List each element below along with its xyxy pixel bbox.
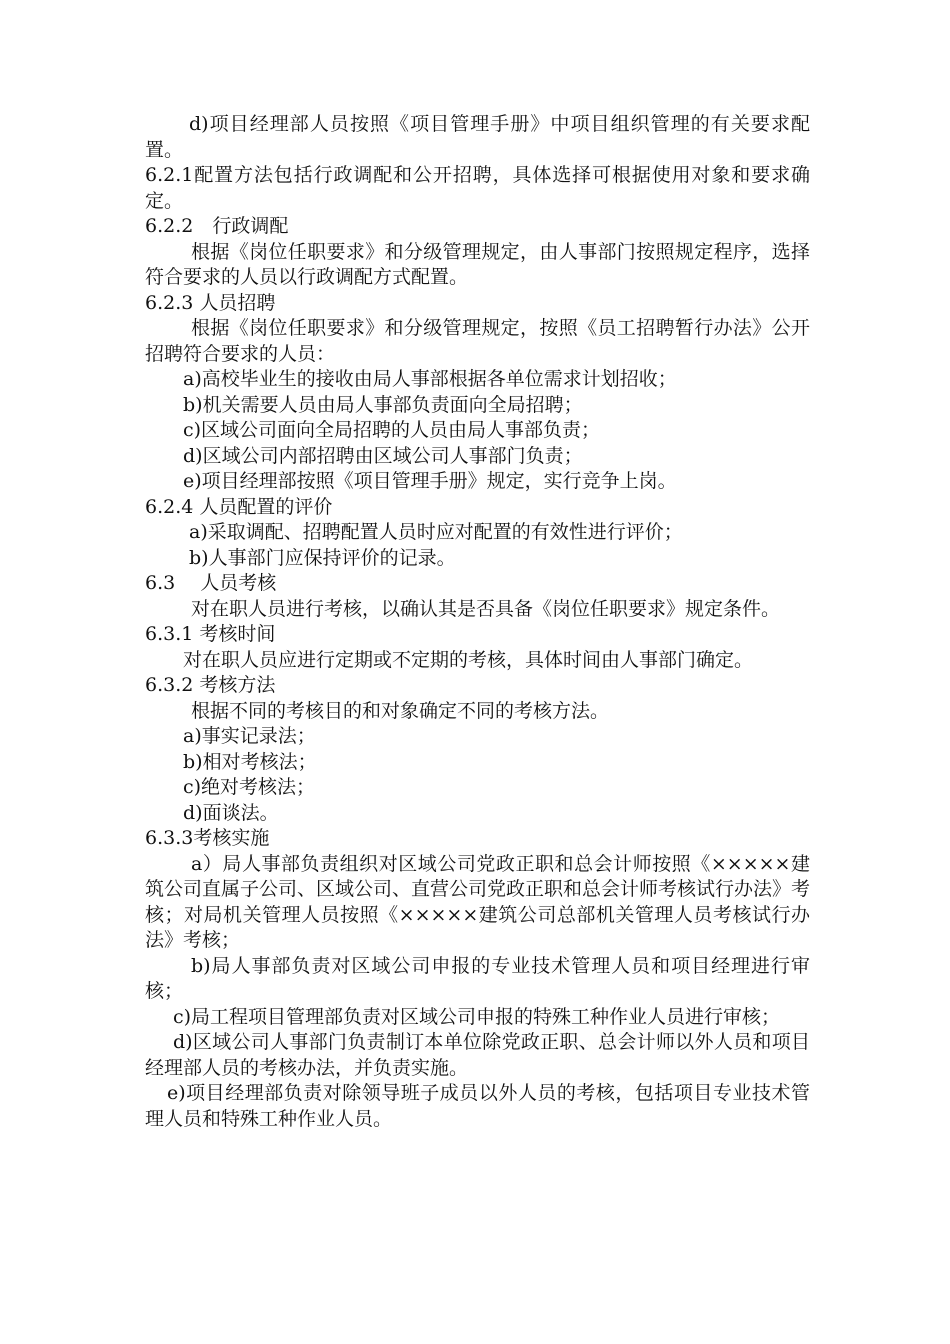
- section-heading: 6.3 人员考核: [145, 572, 277, 594]
- paragraph: d)面谈法。: [183, 801, 279, 824]
- paragraph: b)机关需要人员由局人事部负责面向全局招聘；: [183, 393, 583, 416]
- document-body: [145, 112, 810, 1132]
- paragraph: 根据《岗位任职要求》和分级管理规定，由人事部门按照规定程序，选择符合要求的人员以行政调配方式配置。: [145, 240, 810, 288]
- section-heading: 6.3.1 考核时间: [145, 623, 276, 645]
- paragraph: d)项目经理部人员按照《项目管理手册》中项目组织管理的有关要求配置。: [145, 113, 810, 161]
- section-heading: 6.3.3考核实施: [145, 827, 270, 849]
- paragraph: c)局工程项目管理部负责对区域公司申报的特殊工种作业人员进行审核；: [173, 1005, 781, 1028]
- paragraph: b)人事部门应保持评价的记录。: [189, 546, 456, 569]
- paragraph: c)区域公司面向全局招聘的人员由局人事部负责；: [183, 419, 601, 441]
- section-heading: 6.2.3 人员招聘: [145, 291, 276, 314]
- paragraph: a）局人事部负责组织对区域公司党政正职和总会计师按照《×××××建筑公司直属子公司、区域公司、直营公司党政正职和总会计师考核试行办法》考核；对局机关管理人员按照《×××××建筑公司总部机关管理人员考核试行办法》考核；: [145, 852, 811, 951]
- section-heading: 6.3.2 考核方法: [145, 674, 276, 696]
- paragraph: a)高校毕业生的接收由局人事部根据各单位需求计划招收；: [183, 368, 677, 390]
- paragraph: 根据不同的考核目的和对象确定不同的考核方法。: [191, 699, 610, 722]
- paragraph: d)区域公司内部招聘由区域公司人事部门负责；: [183, 444, 583, 467]
- section-heading: 6.2.1配置方法包括行政调配和公开招聘，具体选择可根据使用对象和要求确定。: [145, 164, 810, 212]
- paragraph: e)项目经理部负责对除领导班子成员以外人员的考核，包括项目专业技术管理人员和特殊工种作业人员。: [145, 1082, 810, 1130]
- paragraph: 根据《岗位任职要求》和分级管理规定，按照《员工招聘暂行办法》公开招聘符合要求的人员：: [145, 317, 810, 365]
- paragraph: e)项目经理部按照《项目管理手册》规定，实行竞争上岗。: [183, 470, 677, 492]
- paragraph: d)区域公司人事部门负责制订本单位除党政正职、总会计师以外人员和项目经理部人员的考核办法，并负责实施。: [145, 1031, 810, 1079]
- paragraph: a)事实记录法；: [183, 725, 316, 747]
- paragraph: 对在职人员进行考核，以确认其是否具备《岗位任职要求》规定条件。: [191, 597, 781, 620]
- paragraph: b)相对考核法；: [183, 750, 317, 773]
- paragraph: c)绝对考核法；: [183, 776, 316, 798]
- section-heading: 6.2.2 行政调配: [145, 215, 289, 237]
- section-heading: 6.2.4 人员配置的评价: [145, 495, 333, 518]
- paragraph: 对在职人员应进行定期或不定期的考核，具体时间由人事部门确定。: [183, 648, 754, 671]
- paragraph: b)局人事部负责对区域公司申报的专业技术管理人员和项目经理进行审核；: [145, 954, 810, 1002]
- paragraph: a)采取调配、招聘配置人员时应对配置的有效性进行评价；: [189, 521, 683, 543]
